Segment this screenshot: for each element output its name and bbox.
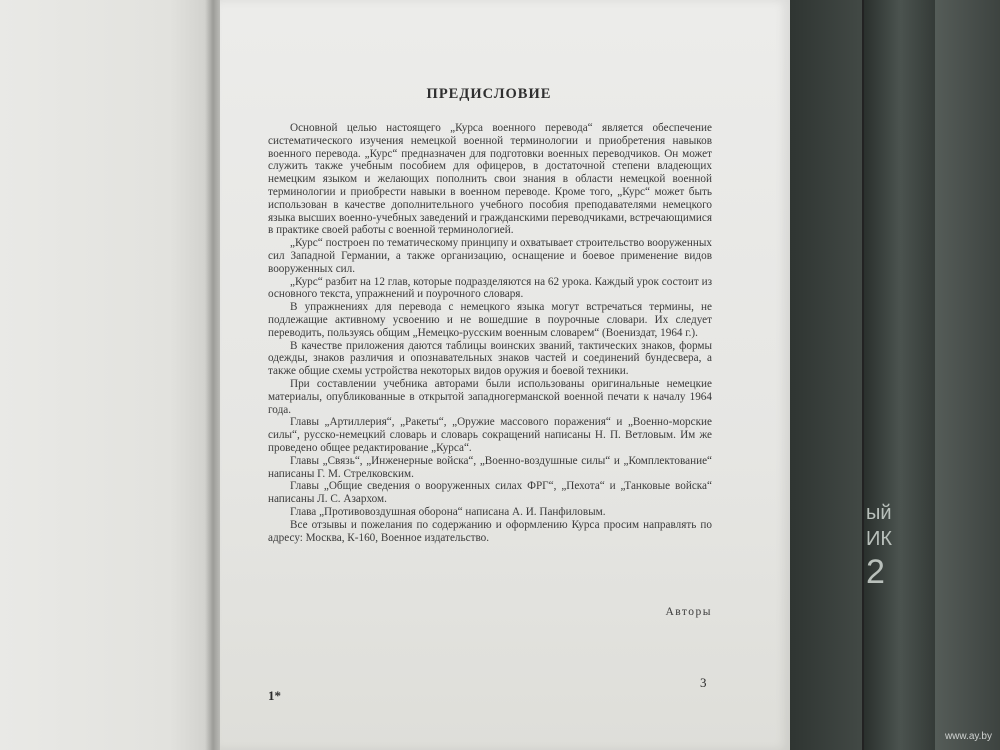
paragraph: В качестве приложения даются таблицы воинских званий, тактических знаков, формы одежды, знаков различия и опознавательных знаков частей и соединений бундесвера, а также общие схемы устройства некоторых видов оружия и боевой техники. [268,339,712,378]
paragraph: Главы „Связь“, „Инженерные войска“, „Военно-воздушные силы“ и „Комплектование“ написаны Г. М. Стрелковским. [268,454,712,480]
spine-text-line3: 2 [866,553,885,591]
signature-mark: 1* [268,688,281,703]
page-heading: ПРЕДИСЛОВИЕ [426,86,552,102]
paragraph: Все отзывы и пожелания по содержанию и оформлению Курса просим направлять по адресу: Москва, К-160, Военное издательство. [268,518,712,544]
authors-signature: Авторы [665,606,712,618]
preface-text [268,122,712,544]
paragraph: При составлении учебника авторами были использованы оригинальные немецкие материалы, опубликованные в открытой западногерманской военной печати к началу 1964 года. [268,377,712,416]
spine-text-line1: ый [866,502,892,524]
spine-text-line2: ИК [866,528,893,550]
paragraph: Главы „Общие сведения о вооруженных силах ФРГ“, „Пехота“ и „Танковые войска“ написаны Л. С. Азархом. [268,480,712,506]
book-edge [935,0,1000,750]
paragraph: „Курс“ построен по тематическому принципу и охватывает строительство вооруженных сил Западной Германии, а также организацию, оснащение и боевое применение видов вооруженных сил. [268,237,712,275]
book-spine [862,0,936,750]
paragraph: Основной целью настоящего „Курса военного перевода“ является обеспечение систематического изучения немецкой военной терминологии и приобретения навыков военного перевода. „Курс“ предназначен для подготовки военных переводчиков. Он может служить также учебным пособием для офицеров, в достаточной степени владеющих немецким языком и желающих пополнить свои знания в области немецкой военной терминологии и приобрести навыки в военном переводе. Кроме того, „Курс“ может быть использован в качестве дополнительного учебного пособия преподавателями немецкого языка высших военно-учебных заведений и гражданскими переводчиками, встречающимися в практике своей работы с военной терминологией. [268,122,712,237]
spine-text [866,500,926,592]
paragraph: В упражнениях для перевода с немецкого языка могут встречаться термины, не подлежащие активному усвоению и не вошедшие в поурочные словари. Их следует переводить, пользуясь общим „Немецко-русским военным словарем“ (Воениздат, 1964 г.). [268,301,712,339]
paragraph: Глава „Противовоздушная оборона“ написана А. И. Панфиловым. [290,505,606,518]
left-page [0,0,212,750]
paragraph: Главы „Артиллерия“, „Ракеты“, „Оружие массового поражения“ и „Военно-морские силы“, русско-немецкий словарь и словарь сокращений написаны Н. П. Ветловым. Им же проведено общее редактирование „Курса“. [268,416,712,454]
watermark: www.ay.by [944,731,992,742]
page-number: 3 [700,675,707,690]
paragraph: „Курс“ разбит на 12 глав, которые подразделяются на 62 урока. Каждый урок состоит из основного текста, упражнений и поурочного словаря. [268,275,712,301]
